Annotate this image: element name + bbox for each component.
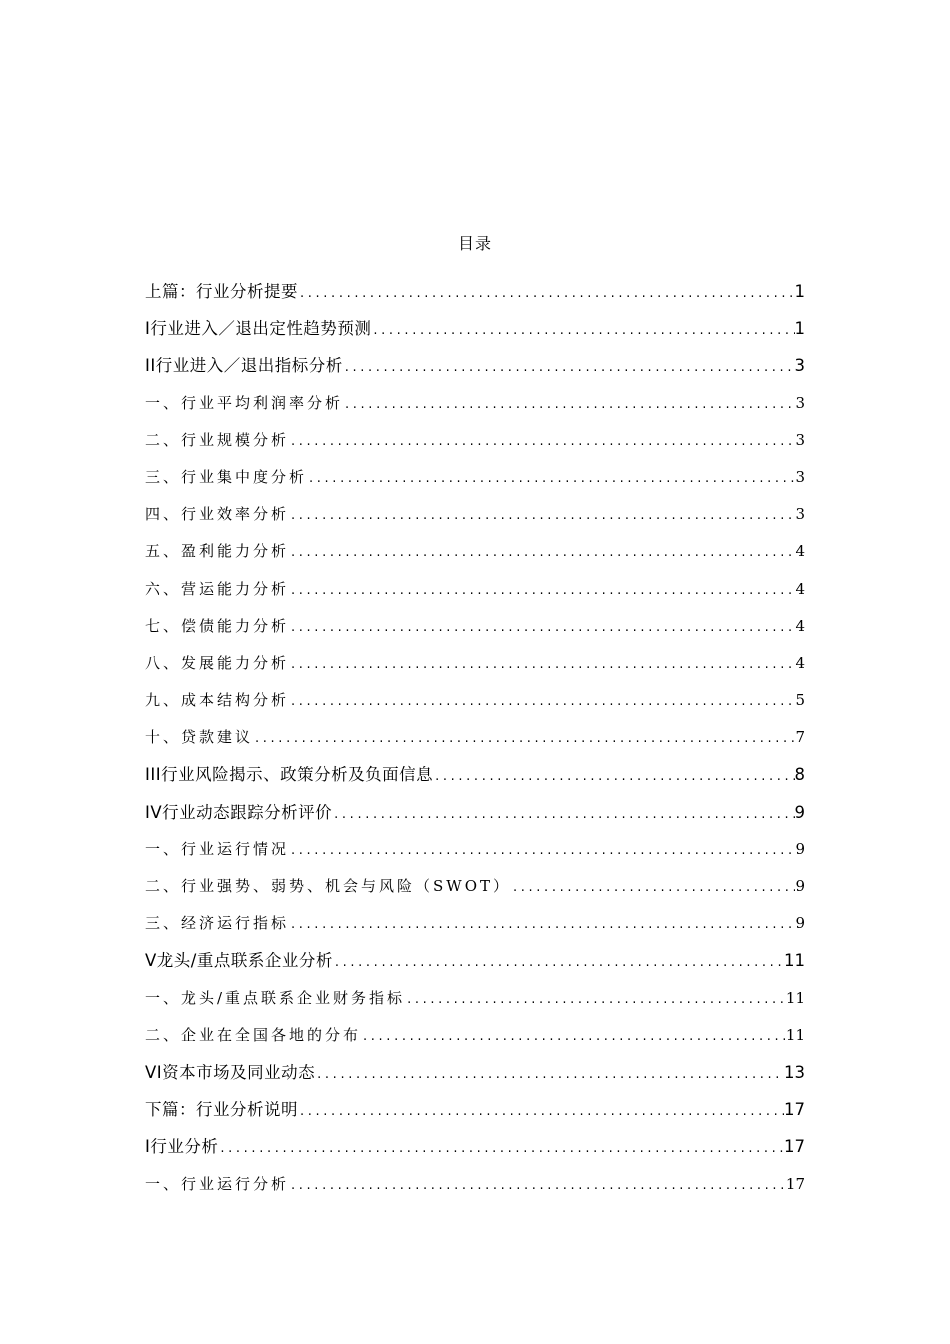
toc-entry[interactable] [145,422,805,459]
toc-dot-leader [343,386,795,422]
toc-entry[interactable] [145,347,805,384]
toc-entry[interactable] [145,831,805,868]
toc-dot-leader [315,1056,784,1091]
toc-entry[interactable] [145,756,805,793]
toc-entry-label: III行业风险揭示、政策分析及负面信息 [145,765,434,785]
toc-entry-label: 九、成本结构分析 [145,691,290,710]
toc-entry-page: 1 [794,282,805,301]
toc-entry[interactable] [145,571,805,608]
toc-dot-leader [289,497,795,533]
toc-dot-leader [332,796,794,831]
toc-title: 目录 [457,234,492,253]
toc-entry[interactable] [145,980,805,1017]
toc-entry-label: 上篇：行业分析提要 [145,282,298,301]
toc-entry-label: 二、行业强势、弱势、机会与风险（SWOT） [145,877,511,895]
toc-entry-page: 4 [795,616,805,635]
toc-entry[interactable] [145,273,805,310]
toc-entry[interactable] [145,1128,805,1165]
toc-entry-page: 3 [795,430,805,449]
toc-entry-page: 11 [785,988,805,1007]
toc-dot-leader [289,683,795,719]
toc-entry-label: 十、贷款建议 [145,728,254,747]
toc-dot-leader [307,460,795,496]
toc-entry[interactable] [145,496,805,533]
toc-entry-page: 7 [795,728,805,747]
toc-entry-label: 二、企业在全国各地的分布 [145,1025,362,1044]
toc-entry[interactable] [145,310,805,347]
toc-dot-leader [253,720,795,756]
toc-entry-page: 11 [785,1025,805,1044]
toc-dot-leader [218,1130,784,1165]
toc-entry-page: 9 [795,877,805,895]
toc-entry-label: I行业进入／退出定性趋势预测 [145,319,372,339]
toc-entry-page: 17 [784,1100,805,1120]
toc-dot-leader [405,981,786,1017]
toc-entry-label: 一、龙头/重点联系企业财务指标 [145,988,406,1007]
toc-dot-leader [289,906,795,942]
toc-entry-label: 一、行业运行分析 [145,1174,290,1193]
toc-entry-page: 3 [794,356,805,376]
toc-entry-label: V龙头/重点联系企业分析 [145,951,333,971]
toc-entry-page: 3 [795,393,805,412]
toc-dot-leader [511,869,795,905]
toc-entry-page: 9 [795,839,805,858]
toc-entry-page: 13 [784,1062,805,1082]
toc-entry-page: 11 [784,951,805,971]
toc-entry[interactable] [145,608,805,645]
toc-entry-label: I行业分析 [145,1137,219,1157]
toc-entry-label: 八、发展能力分析 [145,653,290,672]
toc-entry-label: 一、行业运行情况 [145,839,290,858]
toc-entry-label: II行业进入／退出指标分析 [145,356,343,376]
toc-dot-leader [298,275,795,310]
toc-entry-page: 17 [784,1137,805,1157]
toc-entry-label: 三、经济运行指标 [145,914,290,933]
toc-entry-page: 17 [785,1174,805,1193]
toc-entry-label: 七、偿债能力分析 [145,616,290,635]
toc-entry-page: 4 [795,579,805,598]
toc-dot-leader [289,646,795,682]
toc-dot-leader [289,609,795,645]
toc-entry[interactable] [145,533,805,570]
toc-entry[interactable] [145,1017,805,1054]
toc-entry-label: VI资本市场及同业动态 [145,1062,316,1082]
toc-entry-page: 4 [795,542,805,561]
toc-dot-leader [289,572,795,608]
toc-dot-leader [371,312,794,347]
toc-entry[interactable] [145,905,805,942]
toc-entry[interactable] [145,1054,805,1091]
toc-entry-page: 8 [794,765,805,785]
toc-entry[interactable] [145,459,805,496]
toc-dot-leader [433,758,794,793]
toc-entry[interactable] [145,1091,805,1128]
toc-dot-leader [333,944,784,979]
toc-dot-leader [289,1167,786,1203]
toc-entry-label: 五、盈利能力分析 [145,542,290,561]
toc-entry-page: 1 [794,319,805,339]
toc-entry-page: 3 [795,467,805,486]
toc-entry[interactable] [145,682,805,719]
toc-entry-page: 9 [794,802,805,822]
toc-entry[interactable] [145,942,805,979]
toc-entry-label: IV行业动态跟踪分析评价 [145,802,333,822]
toc-entry[interactable] [145,645,805,682]
toc-dot-leader [343,349,795,384]
toc-dot-leader [289,423,795,459]
toc-entry[interactable] [145,719,805,756]
toc-entry-page: 4 [795,653,805,672]
toc-entry-label: 四、行业效率分析 [145,505,290,524]
toc-list [145,273,805,1203]
toc-entry-label: 一、行业平均利润率分析 [145,393,344,412]
toc-entry-page: 3 [795,505,805,524]
toc-entry-page: 9 [795,914,805,933]
toc-entry[interactable] [145,385,805,422]
toc-entry[interactable] [145,868,805,905]
toc-entry[interactable] [145,1166,805,1203]
toc-entry-label: 三、行业集中度分析 [145,467,308,486]
toc-entry-label: 下篇：行业分析说明 [145,1100,298,1120]
toc-entry-page: 5 [795,691,805,710]
toc-dot-leader [298,1093,784,1128]
toc-entry[interactable] [145,794,805,831]
toc-dot-leader [361,1018,786,1054]
toc-dot-leader [289,534,795,570]
toc-dot-leader [289,832,795,868]
toc-entry-label: 六、营运能力分析 [145,579,290,598]
toc-entry-label: 二、行业规模分析 [145,430,290,449]
